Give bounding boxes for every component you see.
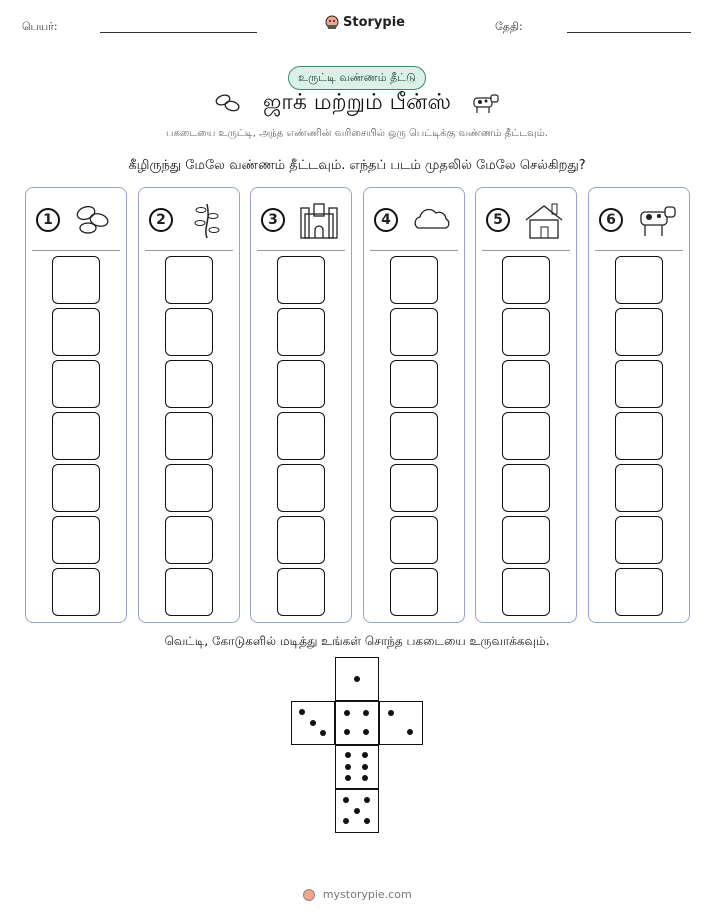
color-box[interactable] [277, 568, 325, 616]
dice-pip [345, 764, 351, 770]
color-box[interactable] [165, 464, 213, 512]
column-number: 6 [599, 208, 623, 232]
color-box[interactable] [52, 308, 100, 356]
dice-pip [362, 764, 368, 770]
divider [595, 250, 683, 251]
divider [145, 250, 233, 251]
column-number: 4 [374, 208, 398, 232]
color-box[interactable] [165, 412, 213, 460]
brand-name: Storypie [343, 14, 405, 30]
color-box[interactable] [390, 464, 438, 512]
date-label: தேதி: [495, 20, 523, 33]
cow-icon [635, 200, 679, 240]
dice-pip [344, 710, 350, 716]
cow-icon [470, 92, 500, 114]
color-box[interactable] [165, 516, 213, 564]
dice-pip [407, 729, 413, 735]
column-2 [138, 187, 240, 623]
dice-face-6 [335, 745, 379, 789]
footer [0, 888, 714, 902]
dice-pip [310, 720, 316, 726]
color-box[interactable] [502, 256, 550, 304]
dice-face-1 [335, 657, 379, 701]
color-box[interactable] [502, 308, 550, 356]
color-box[interactable] [277, 256, 325, 304]
dice-pip [354, 676, 360, 682]
page-title [0, 90, 714, 118]
color-box[interactable] [165, 360, 213, 408]
divider [482, 250, 570, 251]
color-box[interactable] [390, 360, 438, 408]
column-number: 2 [149, 208, 173, 232]
dice-pip [364, 818, 370, 824]
color-box[interactable] [277, 412, 325, 460]
castle-icon [297, 200, 341, 240]
dice-face-4 [335, 701, 379, 745]
color-box[interactable] [615, 464, 663, 512]
dice-pip [343, 797, 349, 803]
color-box[interactable] [390, 256, 438, 304]
divider [257, 250, 345, 251]
divider [370, 250, 458, 251]
cut-instruction: வெட்டி, கோடுகளில் மடித்து உங்கள் சொந்த பகடையை உருவாக்கவும். [164, 634, 550, 648]
dice-pip [299, 709, 305, 715]
column-number: 1 [36, 208, 60, 232]
column-4 [363, 187, 465, 623]
color-box[interactable] [615, 412, 663, 460]
color-box[interactable] [165, 568, 213, 616]
column-3 [250, 187, 352, 623]
dice-pip [363, 710, 369, 716]
color-box[interactable] [502, 516, 550, 564]
dice-pip [362, 775, 368, 781]
color-box[interactable] [615, 516, 663, 564]
color-box[interactable] [52, 516, 100, 564]
color-box[interactable] [277, 308, 325, 356]
beanstalk-icon [185, 200, 229, 240]
brand-logo [325, 14, 405, 30]
dice-pip [320, 730, 326, 736]
color-box[interactable] [277, 516, 325, 564]
color-box[interactable] [390, 516, 438, 564]
color-box[interactable] [52, 464, 100, 512]
dice-pip [362, 752, 368, 758]
beans-icon [214, 92, 242, 114]
dice-pip [345, 775, 351, 781]
color-box[interactable] [52, 568, 100, 616]
color-box[interactable] [165, 256, 213, 304]
color-box[interactable] [277, 360, 325, 408]
color-box[interactable] [502, 464, 550, 512]
storypie-mascot-icon [302, 888, 316, 902]
dice-pip [343, 818, 349, 824]
dice-face-2 [379, 701, 423, 745]
column-1 [25, 187, 127, 623]
cloud-icon [410, 200, 454, 240]
color-box[interactable] [615, 256, 663, 304]
storypie-mascot-icon [325, 14, 339, 30]
name-line[interactable] [100, 32, 257, 33]
subtitle: பகடையை உருட்டி, அந்த எண்ணின் வரிசையில் ஒரு பெட்டிக்கு வண்ணம் தீட்டவும். [166, 128, 548, 139]
divider [32, 250, 120, 251]
dice-pip [388, 710, 394, 716]
dice-pip [345, 752, 351, 758]
color-box[interactable] [615, 308, 663, 356]
beans-icon [72, 200, 116, 240]
dice-pip [363, 729, 369, 735]
column-5 [475, 187, 577, 623]
dice-pip [354, 808, 360, 814]
color-box[interactable] [52, 256, 100, 304]
column-number: 5 [486, 208, 510, 232]
color-box[interactable] [390, 568, 438, 616]
dice-pip [344, 729, 350, 735]
color-box[interactable] [502, 568, 550, 616]
date-line[interactable] [567, 32, 691, 33]
color-box[interactable] [615, 360, 663, 408]
dice-face-5 [335, 789, 379, 833]
column-number: 3 [261, 208, 285, 232]
activity-badge: உருட்டி வண்ணம் தீட்டு [288, 66, 426, 90]
name-label: பெயர்: [22, 20, 58, 33]
dice-face-3 [291, 701, 335, 745]
color-box[interactable] [615, 568, 663, 616]
cottage-icon [522, 200, 566, 240]
color-box[interactable] [390, 412, 438, 460]
footer-url: mystorypie.com [322, 888, 412, 901]
title-text: ஜாக் மற்றும் பீன்ஸ் [262, 90, 451, 115]
dice-pip [364, 797, 370, 803]
color-box[interactable] [502, 412, 550, 460]
color-box[interactable] [165, 308, 213, 356]
color-box[interactable] [502, 360, 550, 408]
color-box[interactable] [277, 464, 325, 512]
column-6 [588, 187, 690, 623]
color-box[interactable] [390, 308, 438, 356]
instruction: கீழிருந்து மேலே வண்ணம் தீட்டவும். எந்தப் படம் முதலில் மேலே செல்கிறது? [128, 158, 586, 173]
color-box[interactable] [52, 360, 100, 408]
color-box[interactable] [52, 412, 100, 460]
